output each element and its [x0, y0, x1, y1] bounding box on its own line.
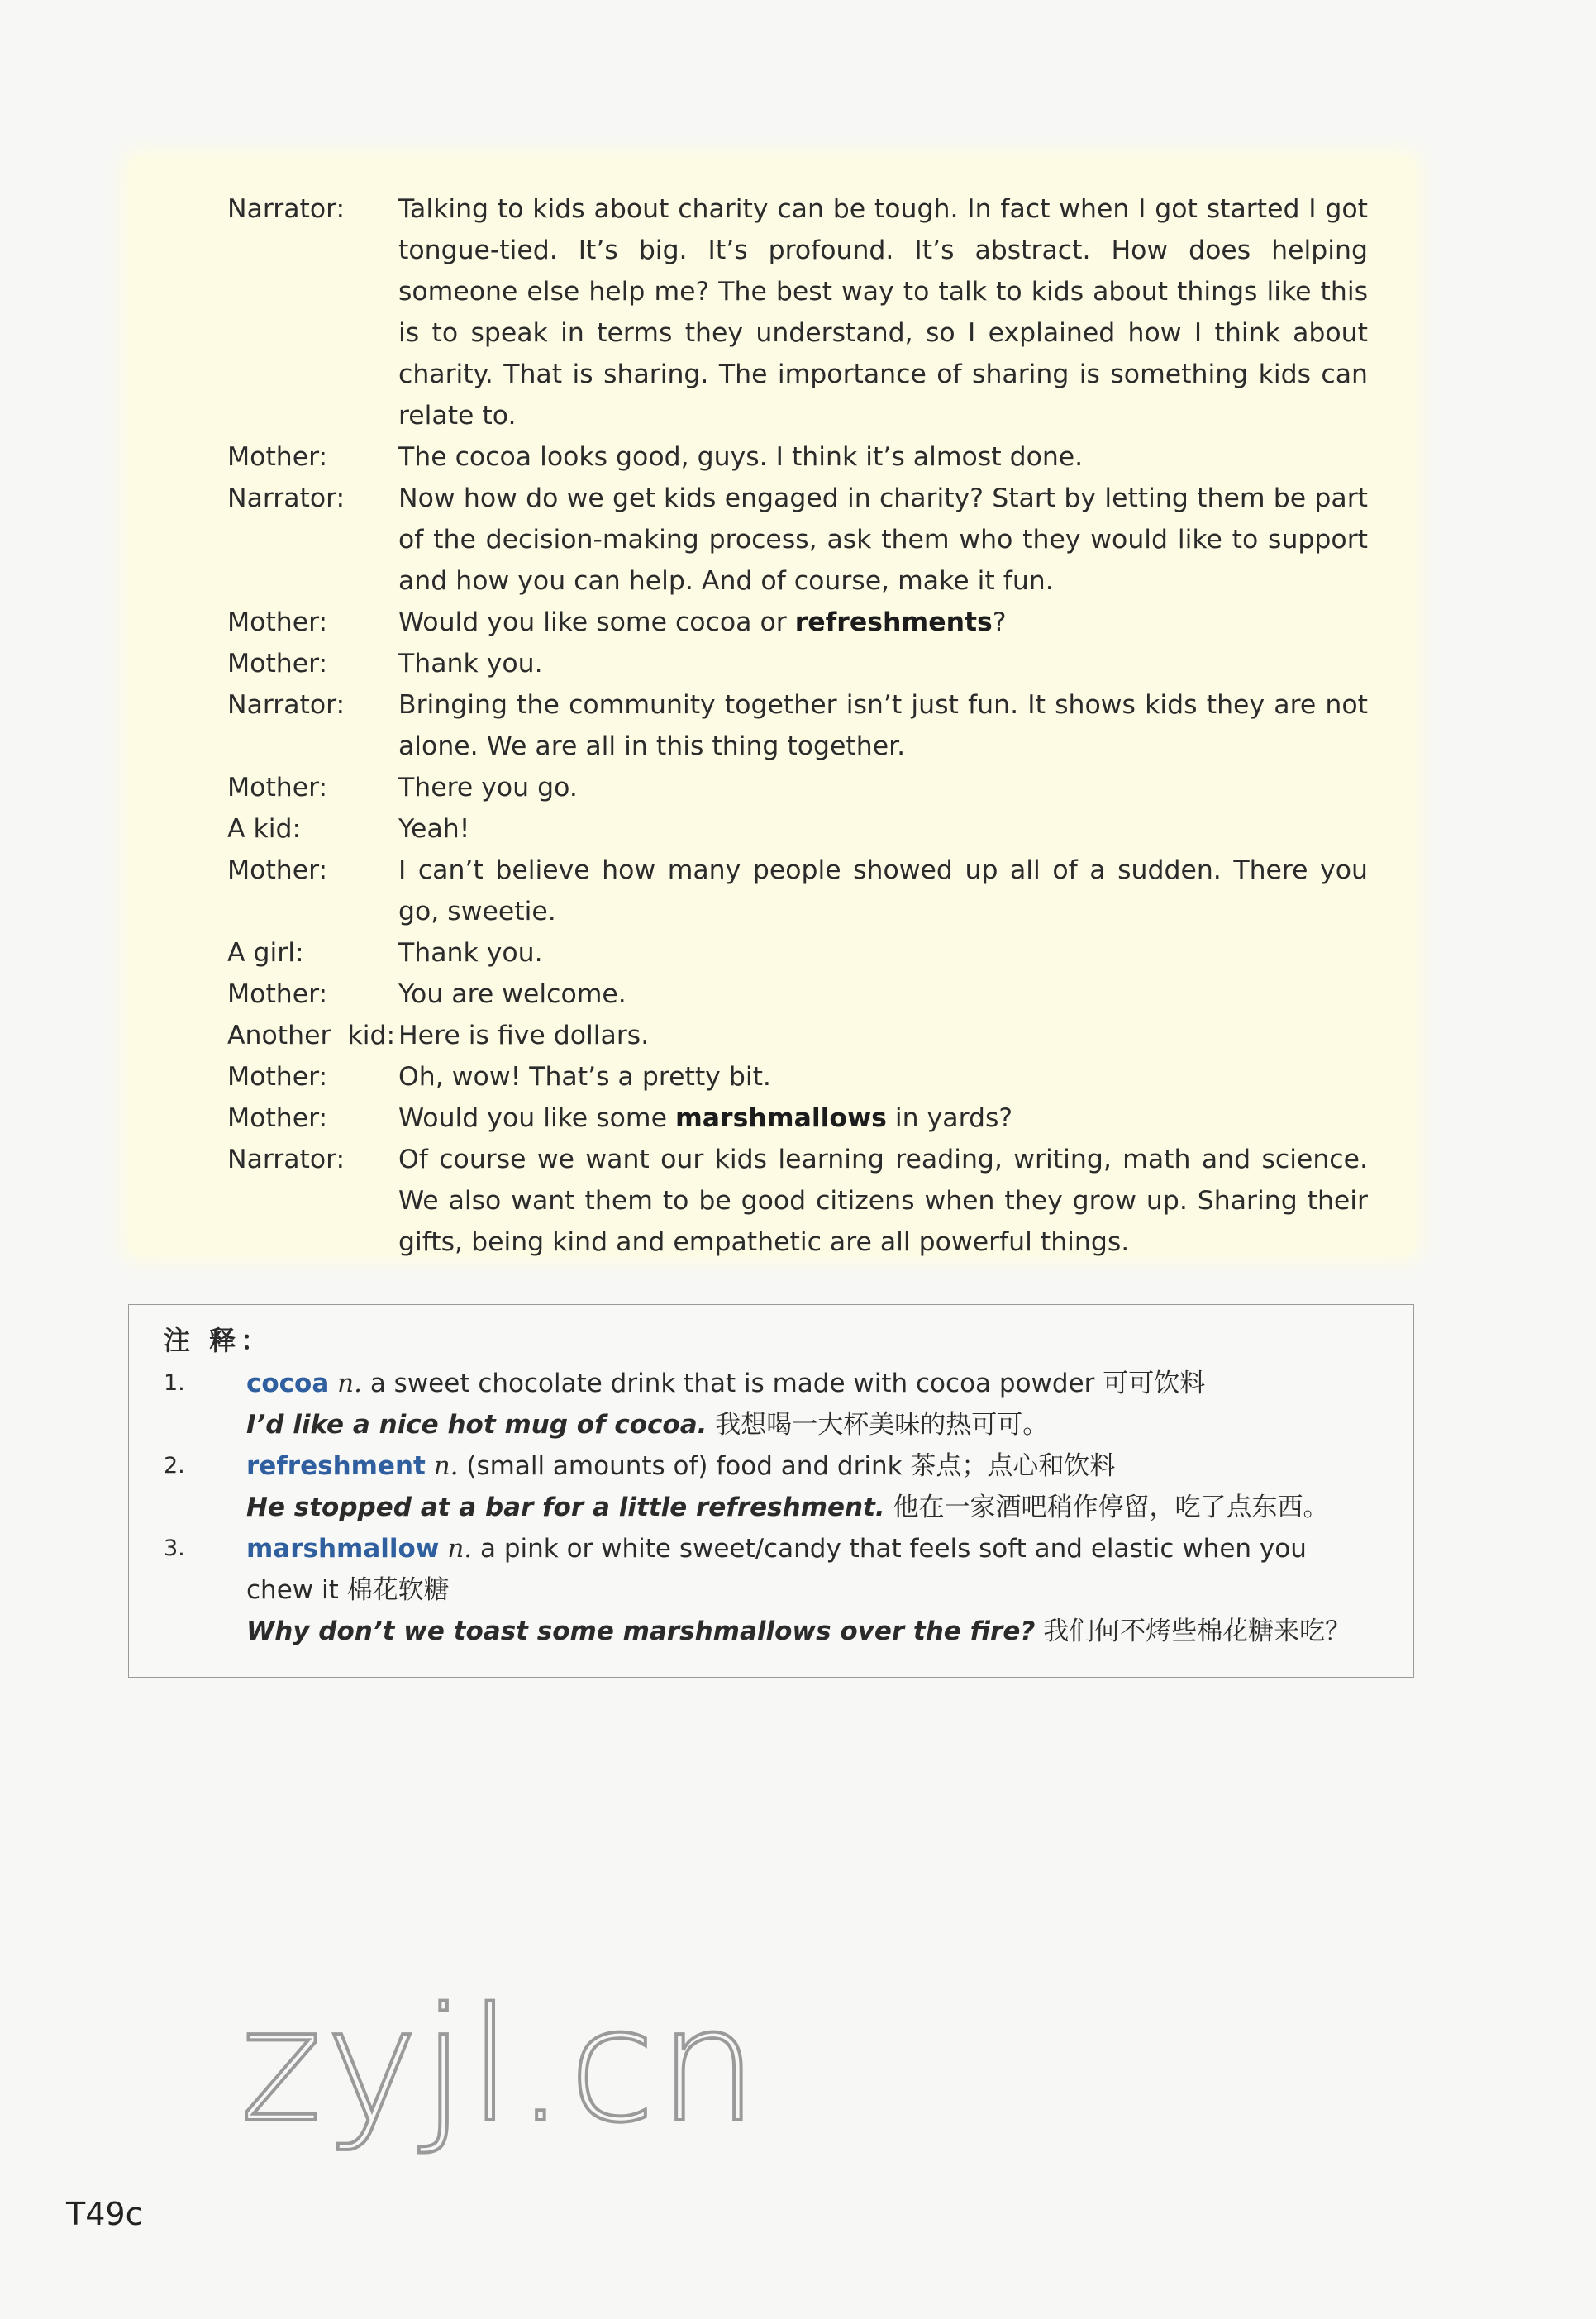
- note-item-marshmallow: [164, 1528, 1379, 1652]
- note-number: 1.: [164, 1370, 185, 1396]
- dialogue-line: [227, 643, 1368, 684]
- speaker-label: Narrator:: [227, 690, 345, 720]
- speaker-label: Another kid:: [227, 1021, 396, 1050]
- script-panel: [128, 155, 1416, 1256]
- speaker-label: Mother:: [227, 442, 328, 472]
- dialogue-line: [227, 932, 1368, 974]
- notes-title: 注 释：: [164, 1325, 273, 1356]
- note-item-cocoa: [164, 1363, 1379, 1445]
- page-number: T49c: [66, 2196, 143, 2232]
- speech-text-pre: Would you like some cocoa or: [398, 607, 795, 637]
- note-definition-line: [246, 1363, 1379, 1404]
- speaker-label: Mother:: [227, 607, 328, 637]
- note-number: 2.: [164, 1453, 185, 1479]
- note-translation: 我想喝一大杯美味的热可可。: [715, 1410, 1049, 1440]
- speech-text-post: in yards?: [886, 1103, 1013, 1133]
- dialogue-line: [227, 808, 1368, 850]
- speech-text: [398, 1098, 1368, 1139]
- note-number: 3.: [164, 1536, 185, 1561]
- note-term: refreshment: [246, 1451, 426, 1481]
- note-definition: a sweet chocolate drink that is made with cocoa powder 可可饮料: [369, 1369, 1206, 1398]
- note-definition-line: [246, 1528, 1379, 1611]
- dialogue-line: [227, 850, 1368, 932]
- speaker-label: Mother:: [227, 855, 328, 885]
- speaker-label: Mother:: [227, 649, 328, 679]
- note-example-line: [246, 1404, 1379, 1445]
- speaker-label: Mother:: [227, 773, 328, 802]
- speaker-label: Mother:: [227, 1103, 328, 1133]
- dialogue-line: [227, 684, 1368, 767]
- dialogue-line: [227, 767, 1368, 808]
- dialogue-list: [227, 188, 1368, 1263]
- speech-text: Thank you.: [398, 649, 543, 679]
- note-translation: 他在一家酒吧稍作停留，吃了点东西。: [893, 1493, 1329, 1522]
- speaker-label: Narrator:: [227, 1145, 345, 1174]
- dialogue-line: [227, 974, 1368, 1015]
- watermark-logo: [240, 1974, 762, 2182]
- note-example: He stopped at a bar for a little refreshment.: [246, 1493, 885, 1522]
- speech-text: Talking to kids about charity can be tough. In fact when I got started I got tongue-tied. It’s big. It’s profound. It’s abstract. How does helping someone else help me? The best way to talk to kids about things like this is to speak in terms they understand, so I explained how I think about charity. That is sharing. The importance of sharing is something kids can relate to.: [398, 194, 1368, 431]
- note-part-of-speech: n.: [337, 1369, 362, 1398]
- speech-text: Oh, wow! That’s a pretty bit.: [398, 1062, 771, 1092]
- note-example: I’d like a nice hot mug of cocoa.: [246, 1410, 707, 1440]
- speech-text: Yeah!: [398, 814, 470, 844]
- note-example: Why don’t we toast some marshmallows over the fire?: [246, 1617, 1036, 1646]
- speaker-label: A girl:: [227, 938, 304, 968]
- vocab-highlight: refreshments: [794, 607, 993, 637]
- speech-text-pre: Would you like some: [398, 1103, 675, 1133]
- note-translation: 我们何不烤些棉花糖来吃？: [1043, 1617, 1351, 1646]
- dialogue-line: [227, 478, 1368, 602]
- speaker-label: Narrator:: [227, 194, 345, 224]
- notes-panel: [128, 1304, 1414, 1678]
- speaker-label: Mother:: [227, 1062, 328, 1092]
- speaker-label: Mother:: [227, 979, 328, 1009]
- note-example-line: [246, 1487, 1379, 1528]
- dialogue-line: [227, 1056, 1368, 1098]
- note-item-refreshment: [164, 1445, 1379, 1528]
- note-example-line: [246, 1611, 1379, 1652]
- speech-text: I can’t believe how many people showed up all of a sudden. There you go, sweetie.: [398, 855, 1368, 926]
- note-definition: a pink or white sweet/candy that feels soft and elastic when you chew it 棉花软糖: [246, 1534, 1307, 1605]
- note-part-of-speech: n.: [433, 1451, 459, 1481]
- speech-text: Thank you.: [398, 938, 543, 968]
- note-body: [246, 1363, 1379, 1445]
- speech-text: The cocoa looks good, guys. I think it’s almost done.: [398, 442, 1084, 472]
- speech-text: Here is five dollars.: [398, 1021, 650, 1050]
- note-body: [246, 1445, 1379, 1528]
- watermark-text: zyjl.cn: [240, 1974, 762, 2157]
- note-term: marshmallow: [246, 1534, 440, 1564]
- note-definition: (small amounts of) food and drink 茶点；点心和饮料: [466, 1451, 1116, 1481]
- speech-text: There you go.: [398, 773, 578, 802]
- speech-text: Now how do we get kids engaged in charity? Start by letting them be part of the decision-making process, ask them who they would like to support and how you can help. And of course, make it fun.: [398, 483, 1368, 596]
- note-term: cocoa: [246, 1369, 330, 1398]
- speech-text: You are welcome.: [398, 979, 626, 1009]
- dialogue-line: [227, 1098, 1368, 1139]
- dialogue-line: [227, 1015, 1368, 1056]
- speech-text: Of course we want our kids learning reading, writing, math and science. We also want them to be good citizens when they grow up. Sharing their gifts, being kind and empathetic are all powerful things.: [398, 1145, 1368, 1257]
- dialogue-line: [227, 188, 1368, 436]
- vocab-highlight: marshmallows: [674, 1103, 887, 1133]
- dialogue-line: [227, 602, 1368, 643]
- speech-text-post: ?: [992, 607, 1007, 637]
- speaker-label: Narrator:: [227, 483, 345, 513]
- speech-text: [398, 602, 1368, 643]
- dialogue-line: [227, 1139, 1368, 1263]
- dialogue-line: [227, 436, 1368, 478]
- note-body: [246, 1528, 1379, 1652]
- note-definition-line: [246, 1445, 1379, 1487]
- speaker-label: A kid:: [227, 814, 302, 844]
- note-part-of-speech: n.: [447, 1534, 473, 1564]
- speech-text: Bringing the community together isn’t just fun. It shows kids they are not alone. We are all in this thing together.: [398, 690, 1368, 761]
